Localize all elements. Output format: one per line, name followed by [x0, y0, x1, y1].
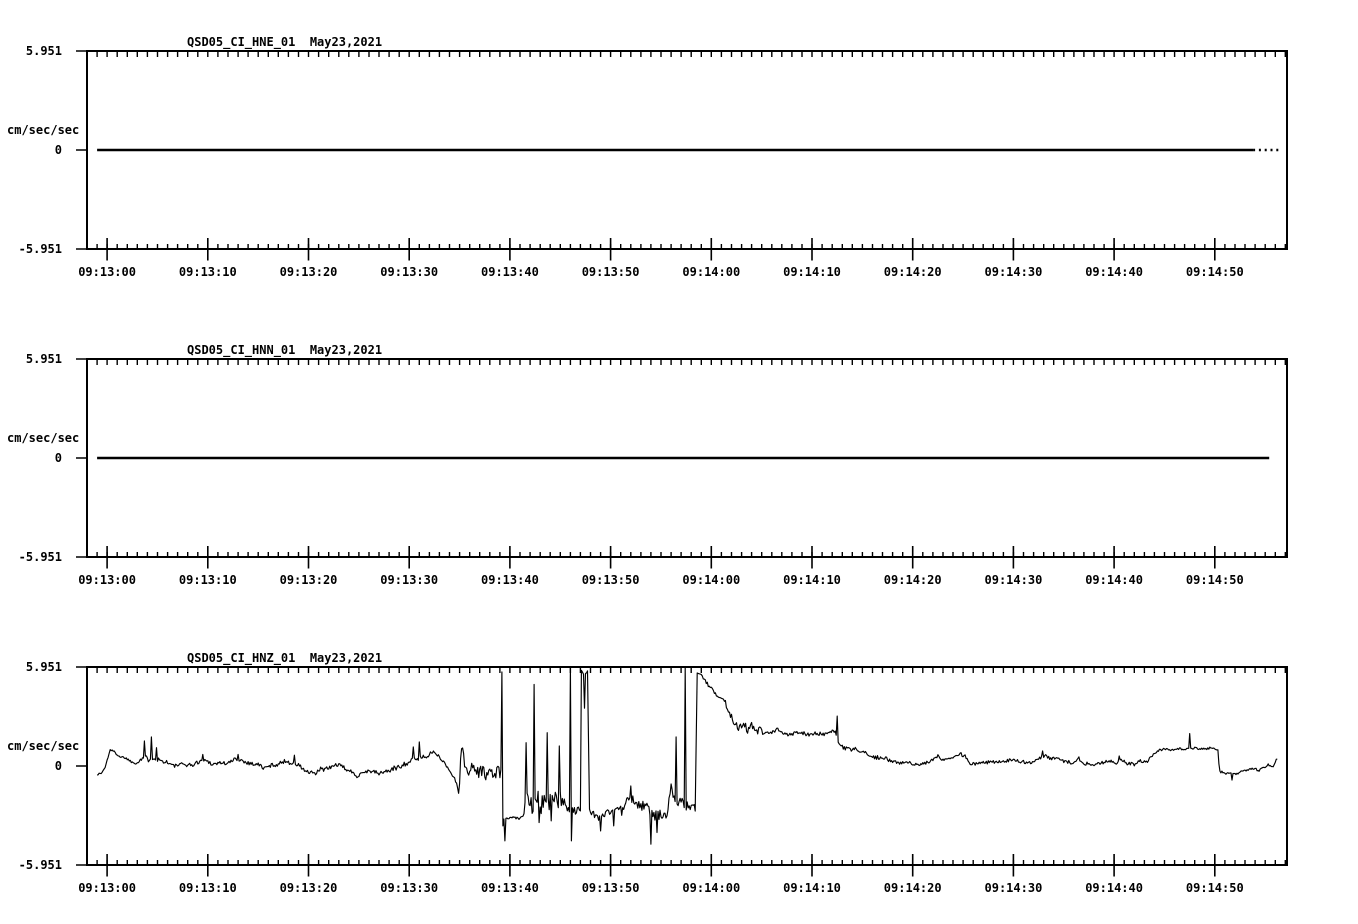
x-tick-label: 09:13:20 — [279, 265, 338, 279]
x-tick-label: 09:14:50 — [1185, 265, 1244, 279]
y-axis-unit-label: cm/sec/sec — [7, 123, 80, 137]
x-tick-labels — [78, 265, 1243, 279]
x-tick-label: 09:14:20 — [883, 265, 942, 279]
x-tick-label: 09:13:20 — [279, 881, 338, 895]
y-axis-zero-label: 0 — [54, 759, 62, 773]
x-tick-label: 09:13:30 — [380, 265, 439, 279]
panel-title: QSD05_CI_HNE_01 May23,2021 — [187, 35, 383, 49]
seismogram-panel-hnz — [0, 616, 1358, 924]
x-tick-labels — [78, 881, 1243, 895]
x-tick-label: 09:14:30 — [984, 881, 1043, 895]
waveform-plot-hnz — [0, 616, 1358, 924]
x-tick-label: 09:14:30 — [984, 573, 1043, 587]
x-tick-label: 09:13:10 — [178, 881, 237, 895]
waveform-plot-hnn — [0, 308, 1358, 616]
seismogram-panel-hne — [0, 0, 1358, 308]
x-tick-label: 09:13:20 — [279, 573, 338, 587]
y-ticks — [76, 359, 87, 557]
x-tick-label: 09:13:00 — [78, 881, 136, 895]
x-tick-label: 09:13:00 — [78, 265, 136, 279]
x-tick-label: 09:14:30 — [984, 265, 1043, 279]
x-tick-label: 09:13:40 — [481, 881, 539, 895]
y-axis-max-label: 5.951 — [25, 44, 62, 58]
x-tick-label: 09:13:50 — [581, 265, 640, 279]
y-axis-min-label: -5.951 — [18, 242, 62, 256]
x-tick-label: 09:13:40 — [481, 573, 539, 587]
x-tick-label: 09:14:40 — [1085, 881, 1143, 895]
x-tick-label: 09:13:00 — [78, 573, 136, 587]
y-axis-unit-label: cm/sec/sec — [7, 739, 80, 753]
panel-title: QSD05_CI_HNN_01 May23,2021 — [187, 343, 383, 357]
x-tick-label: 09:14:40 — [1085, 573, 1143, 587]
x-tick-label: 09:14:00 — [682, 573, 741, 587]
x-tick-label: 09:14:10 — [783, 881, 841, 895]
y-axis-min-label: -5.951 — [18, 550, 62, 564]
y-ticks — [76, 51, 87, 249]
x-tick-labels — [78, 573, 1243, 587]
x-tick-label: 09:14:00 — [682, 265, 741, 279]
x-tick-label: 09:13:50 — [581, 881, 640, 895]
y-axis-min-label: -5.951 — [18, 858, 62, 872]
y-axis-max-label: 5.951 — [25, 660, 62, 674]
x-tick-label: 09:13:30 — [380, 881, 439, 895]
x-tick-label: 09:14:00 — [682, 881, 741, 895]
y-axis-zero-label: 0 — [54, 143, 62, 157]
x-tick-label: 09:14:40 — [1085, 265, 1143, 279]
x-tick-label: 09:14:20 — [883, 573, 942, 587]
x-tick-label: 09:13:10 — [178, 265, 237, 279]
x-tick-label: 09:13:50 — [581, 573, 640, 587]
x-tick-label: 09:14:10 — [783, 573, 841, 587]
panel-title: QSD05_CI_HNZ_01 May23,2021 — [187, 651, 383, 665]
plot-border — [87, 667, 1287, 865]
x-tick-label: 09:13:40 — [481, 265, 539, 279]
x-tick-label: 09:14:10 — [783, 265, 841, 279]
seismogram-panel-hnn — [0, 308, 1358, 616]
x-tick-label: 09:14:20 — [883, 881, 942, 895]
waveform-trace-hnz — [97, 668, 1277, 845]
x-tick-label: 09:13:10 — [178, 573, 237, 587]
x-tick-label: 09:14:50 — [1185, 573, 1244, 587]
y-axis-max-label: 5.951 — [25, 352, 62, 366]
x-tick-label: 09:13:30 — [380, 573, 439, 587]
x-tick-label: 09:14:50 — [1185, 881, 1244, 895]
y-axis-unit-label: cm/sec/sec — [7, 431, 80, 445]
waveform-plot-hne — [0, 0, 1358, 308]
y-axis-zero-label: 0 — [54, 451, 62, 465]
y-ticks — [76, 667, 87, 865]
